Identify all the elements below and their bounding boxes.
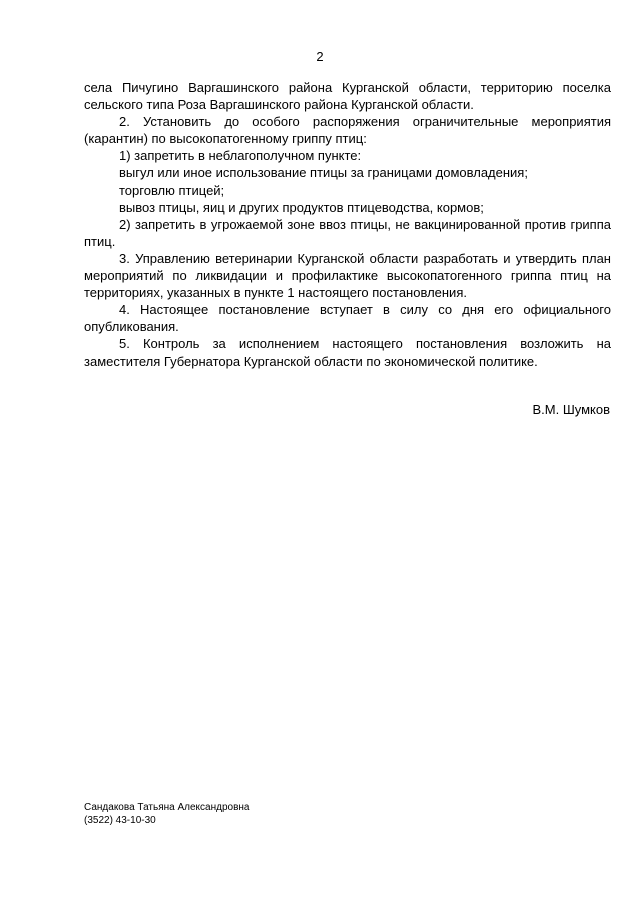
paragraph-item-4: 4. Настоящее постановление вступает в силу со дня его официального опубликования. <box>84 302 611 335</box>
paragraph-subitem-1-b: торговлю птицей; <box>119 182 225 198</box>
paragraph-subitem-2: 2) запретить в угрожаемой зоне ввоз птицы, не вакцинированной против гриппа птиц. <box>84 216 611 249</box>
executor-phone: (3522) 43-10-30 <box>84 815 156 826</box>
executor-info <box>84 801 249 827</box>
paragraph-item-5: 5. Контроль за исполнением настоящего постановления возложить на заместителя Губернатора Курганской области по экономической политике. <box>84 336 611 369</box>
paragraph-subitem-1-a: выгул или иное использование птицы за границами домовладения; <box>119 165 528 181</box>
signature: В.М. Шумков <box>532 402 610 417</box>
paragraph-subitem-1-c: вывоз птицы, яиц и других продуктов птицеводства, кормов; <box>119 199 484 215</box>
paragraph-item-3: 3. Управлению ветеринарии Курганской области разработать и утвердить план мероприятий по ликвидации и профилактике высокопатогенного гриппа птиц на территориях, указанных в пункте 1 настоящего постановления. <box>84 250 611 301</box>
document-body <box>84 79 611 370</box>
paragraph-continuation: села Пичугино Варгашинского района Курганской области, территорию поселка сельского типа Роза Варгашинского района Курганской области. <box>84 80 611 113</box>
executor-name: Сандакова Татьяна Александровна <box>84 802 250 813</box>
paragraph-item-2: 2. Установить до особого распоряжения ограничительные мероприятия (карантин) по высокопатогенному гриппу птиц: <box>84 114 611 147</box>
paragraph-subitem-1: 1) запретить в неблагополучном пункте: <box>119 148 362 164</box>
page-number: 2 <box>316 49 324 64</box>
